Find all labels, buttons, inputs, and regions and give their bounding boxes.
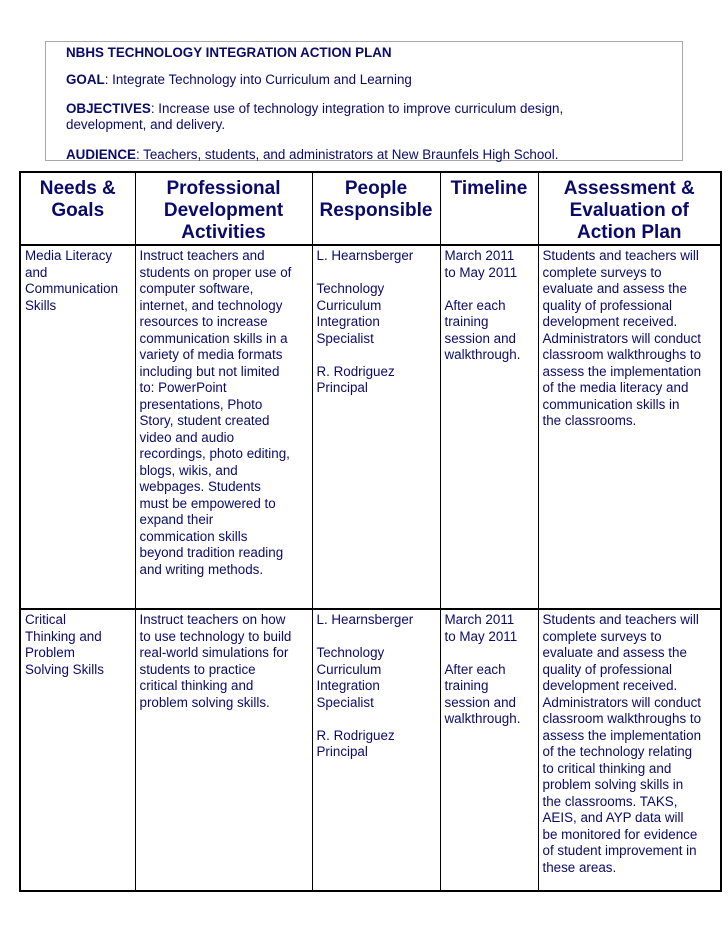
table-header-row [20, 172, 721, 245]
col-header-needs: Needs & Goals [20, 172, 135, 245]
goal-label: GOAL [66, 72, 105, 87]
col-header-timeline: Timeline [440, 172, 538, 245]
table-row [20, 609, 721, 891]
plan-header-box [45, 41, 683, 161]
goal-line [66, 72, 672, 88]
objectives-line [66, 101, 672, 133]
people-cell: L. Hearnsberger Technology Curriculum Integration Specialist R. Rodriguez Principal [316, 248, 414, 395]
activities-cell: Instruct teachers and students on proper use of computer software, internet, and technology resources to increase communication skills in a variety of media formats including but not limited to: PowerPoint presentations, Photo Story, student created video and audio recordings, photo editing, blogs, wikis, and webpages. Students must be empowered to expand their commication skills beyond tradition reading and writing methods. [139, 248, 292, 577]
activities-cell: Instruct teachers on how to use technology to build real-world simulations for students to practice critical thinking and problem solving skills. [139, 612, 292, 710]
audience-text: : Teachers, students, and administrators at New Braunfels High School. [135, 147, 559, 162]
timeline-cell: March 2011 to May 2011 After each training session and walkthrough. [444, 248, 521, 362]
objectives-label: OBJECTIVES [66, 101, 151, 116]
audience-line [66, 147, 672, 163]
people-cell: L. Hearnsberger Technology Curriculum Integration Specialist R. Rodriguez Principal [316, 612, 414, 759]
assessment-cell: Students and teachers will complete surveys to evaluate and assess the quality of professional development received. Administrators will conduct classroom walkthroughs to assess the implementation of the media literacy and communication skills in the classrooms. [542, 248, 702, 428]
table-row [20, 245, 721, 609]
needs-cell: Media Literacy and Communication Skills [25, 248, 119, 313]
timeline-cell: March 2011 to May 2011 After each training session and walkthrough. [444, 612, 521, 726]
action-plan-table [19, 171, 722, 892]
goal-text: : Integrate Technology into Curriculum and Learning [104, 72, 412, 87]
needs-cell: Critical Thinking and Problem Solving Skills [25, 612, 104, 677]
objectives-text-2: development, and delivery. [66, 117, 226, 132]
col-header-activities: Professional Development Activities [135, 172, 312, 245]
assessment-cell: Students and teachers will complete surveys to evaluate and assess the quality of professional development received. Administrators will conduct classroom walkthroughs to assess the implementation of the technology relating to critical thinking and problem solving skills in the classrooms. TAKS, AEIS, and AYP data will be monitored for evidence of student improvement in these areas. [542, 612, 702, 875]
audience-label: AUDIENCE [66, 147, 136, 162]
objectives-text: : Increase use of technology integration to improve curriculum design, [150, 101, 564, 116]
col-header-people: People Responsible [312, 172, 440, 245]
plan-title: NBHS TECHNOLOGY INTEGRATION ACTION PLAN [66, 45, 392, 60]
col-header-assessment: Assessment & Evaluation of Action Plan [538, 172, 721, 245]
